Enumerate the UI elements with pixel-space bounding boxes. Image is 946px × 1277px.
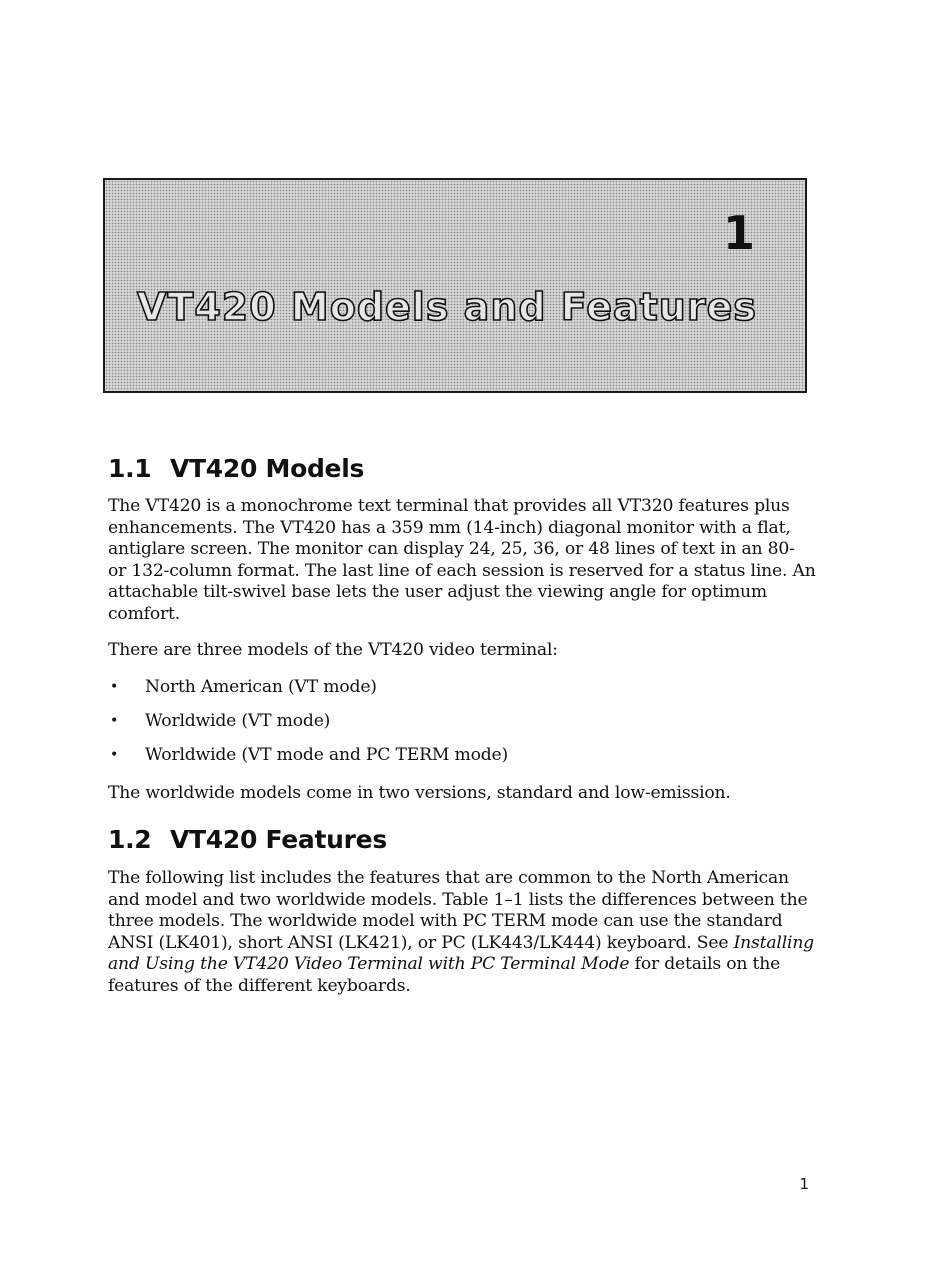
section-heading-1-2 [108,827,387,852]
section-title: VT420 Features [170,825,387,854]
section-title: VT420 Models [170,454,365,483]
section-heading-1-1 [108,456,364,481]
chapter-banner [103,178,807,393]
models-intro-paragraph: The VT420 is a monochrome text terminal that provides all VT320 features plus enhancements. The VT420 has a 359 mm (14-inch) diagonal monitor with a flat, antiglare screen. The monitor can display 24, 25, 36, or 48 lines of text in an 80- or 132-column format. The last line of each session is reserved for a status line. An attachable tilt-swivel base lets the user adjust the viewing angle for optimum comfort. [108,496,816,624]
section-number: 1.2 [108,825,152,854]
models-list [108,677,808,779]
features-text-start: The following list includes the features that are common to the North American and model and two worldwide models. Table 1–1 lists the differences between the three models. The worldwide model with PC TERM mode can use the standard ANSI (LK401), short ANSI (LK421), or PC (LK443/LK444) keyboard. See [108,868,808,953]
list-item: • North American (VT mode) [108,677,808,711]
list-item: • Worldwide (VT mode) [108,711,808,745]
versions-paragraph: The worldwide models come in two versions, standard and low-emission. [108,783,731,803]
chapter-title: VT420 Models and Features [137,285,757,329]
models-count-paragraph: There are three models of the VT420 video terminal: [108,640,558,660]
features-text-end: for details on the features of the different keyboards. [108,954,781,996]
reference-title: Installing and Using the VT420 Video Terminal with PC Terminal Mode [108,932,814,974]
chapter-number: 1 [722,206,755,260]
list-item: • Worldwide (VT mode and PC TERM mode) [108,745,808,779]
section-number: 1.1 [108,454,152,483]
features-paragraph [108,868,816,997]
page-number: 1 [799,1175,809,1193]
